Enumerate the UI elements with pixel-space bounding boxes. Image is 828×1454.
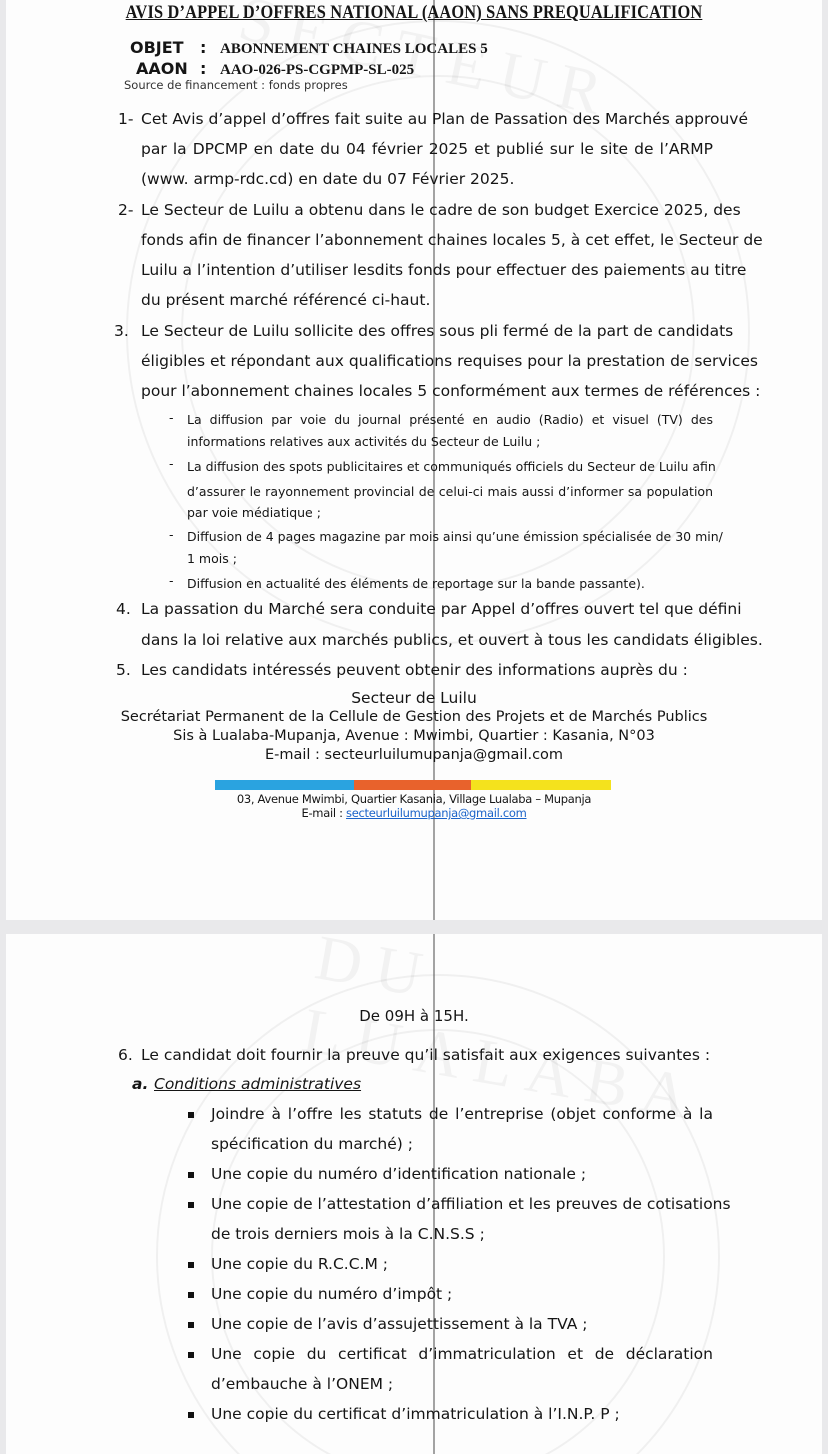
sub-item-line: d’assurer le rayonnement provincial de celui-ci mais aussi d’informer sa population [187,484,713,499]
objet-colon: : [200,38,207,57]
requirement-line: d’embauche à l’ONEM ; [211,1375,394,1393]
bullet-square-icon [188,1352,194,1358]
footer-address: 03, Avenue Mwimbi, Quartier Kasania, Village Lualaba – Mupanja [236,792,592,806]
list-dash: - [169,527,174,542]
paragraph-4-number: 4. [116,600,131,618]
requirement-line: Une copie du numéro d’identification nationale ; [211,1165,587,1183]
sub-item-line: 1 mois ; [187,551,237,566]
paragraph-2-line: Luilu a l’intention d’utiliser lesdits fonds pour effectuer des paiements au titre [141,261,747,279]
aaon-row [136,59,414,79]
paragraph-1-number: 1- [118,110,134,128]
document-page-1 [6,0,822,920]
aaon-label: AAON [136,59,188,78]
requirement-line: Une copie du certificat d’immatriculation à l’I.N.P. P ; [211,1405,620,1423]
address-line: Secrétariat Permanent de la Cellule de Gestion des Projets et de Marchés Publics [120,709,708,725]
sub-item-line: informations relatives aux activités du Secteur de Luilu ; [187,434,541,449]
paragraph-3-number: 3. [114,322,129,340]
paragraph-2-line: fonds afin de financer l’abonnement chaines locales 5, à cet effet, le Secteur de [141,231,763,249]
flag-stripe-yellow [471,780,611,790]
section-title: Conditions administratives [154,1075,362,1093]
paragraph-3-line: Le Secteur de Luilu sollicite des offres sous pli fermé de la part de candidats [141,322,734,340]
bullet-square-icon [188,1112,194,1118]
requirement-line: Une copie du certificat d’immatriculation et de déclaration [211,1345,713,1363]
paragraph-6-number: 6. [118,1046,133,1064]
bullet-square-icon [188,1172,194,1178]
list-dash: - [169,410,174,425]
footer-email-link[interactable]: secteurluilumupanja@gmail.com [346,806,527,820]
sub-item-line: par voie médiatique ; [187,505,321,520]
document-title: AVIS D’APPEL D’OFFRES NATIONAL (AAON) SANS PREQUALIFICATION [125,2,703,23]
paragraph-5-line: Les candidats intéressés peuvent obtenir des informations auprès du : [141,661,688,679]
list-dash: - [169,573,174,588]
address-line: Sis à Lualaba-Mupanja, Avenue : Mwimbi, Quartier : Kasania, N°03 [173,728,655,744]
flag-stripe-blue [215,780,354,790]
paragraph-4-line: La passation du Marché sera conduite par Appel d’offres ouvert tel que défini [141,600,742,618]
objet-label: OBJET [130,38,184,57]
requirement-line: Une copie de l’avis d’assujettissement à la TVA ; [211,1315,588,1333]
paragraph-4-line: dans la loi relative aux marchés publics, et ouvert à tous les candidats éligibles. [141,631,763,649]
section-heading [132,1075,361,1093]
document-page-2 [6,934,822,1454]
section-letter: a. [132,1075,149,1093]
requirement-line: Joindre à l’offre les statuts de l’entreprise (objet conforme à la [211,1105,713,1123]
address-line: Secteur de Luilu [351,689,477,707]
paragraph-1-line: (www. armp-rdc.cd) en date du 07 Février 2025. [141,170,515,188]
requirement-line: Une copie du R.C.C.M ; [211,1255,389,1273]
bullet-square-icon [188,1292,194,1298]
office-hours: De 09H à 15H. [359,1007,469,1025]
sub-item-line: La diffusion des spots publicitaires et communiqués officiels du Secteur de Luilu afin [187,459,716,474]
paragraph-5-number: 5. [116,661,131,679]
footer-email-row [6,806,822,820]
sub-item-line: Diffusion de 4 pages magazine par mois ainsi qu’une émission spécialisée de 30 min/ [187,529,723,544]
funding-source-label: Source de financement : [124,78,266,92]
paragraph-3-line: éligibles et répondant aux qualifications requises pour la prestation de services [141,352,758,370]
requirement-line: Une copie du numéro d’impôt ; [211,1285,453,1303]
paragraph-2-line: du présent marché référencé ci-haut. [141,291,431,309]
list-dash: - [169,456,174,471]
bullet-square-icon [188,1322,194,1328]
paragraph-1-line: Cet Avis d’appel d’offres fait suite au Plan de Passation des Marchés approuvé [141,110,749,128]
aaon-value: AAO-026-PS-CGPMP-SL-025 [220,62,415,78]
funding-source-value: fonds propres [268,78,348,92]
footer-email-label: E-mail : [301,806,343,820]
flag-stripe-orange [354,780,471,790]
funding-source [124,78,348,92]
bullet-square-icon [188,1262,194,1268]
paragraph-1-line: par la DPCMP en date du 04 février 2025 et publié sur le site de l’ARMP [141,140,713,158]
paragraph-2-number: 2- [118,201,134,219]
requirement-line: spécification du marché) ; [211,1135,413,1153]
requirement-line: Une copie de l’attestation d’affiliation et les preuves de cotisations [211,1195,731,1213]
sub-item-line: Diffusion en actualité des éléments de reportage sur la bande passante). [187,576,645,591]
requirement-line: de trois derniers mois à la C.N.S.S ; [211,1225,485,1243]
aaon-colon: : [200,59,207,78]
paragraph-2-line: Le Secteur de Luilu a obtenu dans le cadre de son budget Exercice 2025, des [141,201,741,219]
objet-value: ABONNEMENT CHAINES LOCALES 5 [220,41,488,57]
bullet-square-icon [188,1412,194,1418]
paragraph-3-line: pour l’abonnement chaines locales 5 conformément aux termes de références : [141,382,761,400]
address-line: E-mail : secteurluilumupanja@gmail.com [264,747,564,763]
paragraph-6-line: Le candidat doit fournir la preuve qu’il satisfait aux exigences suivantes : [141,1046,711,1064]
objet-row [130,38,488,58]
sub-item-line: La diffusion par voie du journal présenté en audio (Radio) et visuel (TV) des [187,412,713,427]
bullet-square-icon [188,1202,194,1208]
